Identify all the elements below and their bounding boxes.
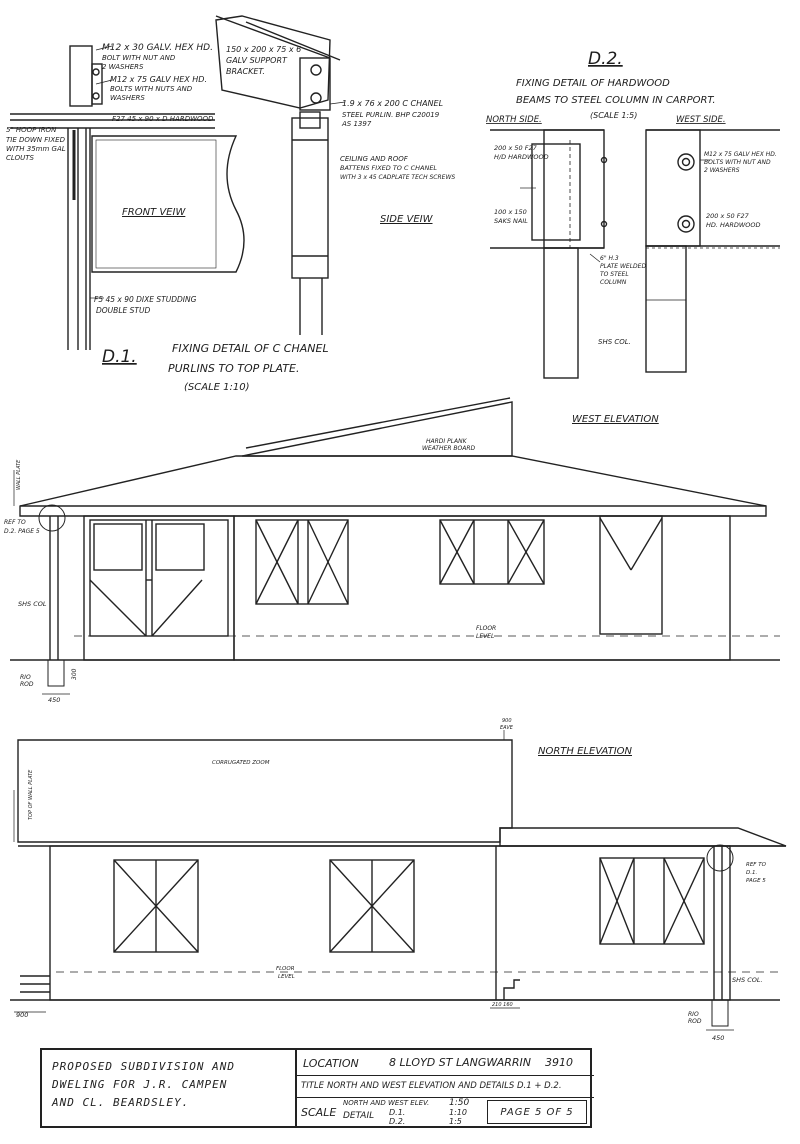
d2-note: PLATE WELDED [600, 263, 647, 270]
west-note: REF TO [4, 519, 26, 526]
detail-d1 [6, 16, 455, 393]
title-block-location-row [297, 1050, 594, 1076]
d2-note: M12 x 75 GALV HEX HD. [704, 151, 777, 158]
scale-d2-value: 1:5 [449, 1117, 462, 1126]
d1-note: F5 45 x 90 DIXE STUDDING [94, 295, 197, 304]
north-note: PAGE 5 [746, 878, 766, 884]
scale-d2: D.2. [389, 1117, 406, 1126]
d1-title: PURLINS TO TOP PLATE. [168, 362, 300, 375]
north-ref-circle [707, 845, 733, 871]
d1-scale: (SCALE 1:10) [184, 382, 250, 393]
d2-note: 6" H.3 [600, 255, 619, 262]
d1-front-panel [92, 136, 244, 272]
d1-title: FIXING DETAIL OF C CHANEL [172, 342, 329, 355]
west-note: SHS COL [18, 600, 47, 608]
d2-note: 200 x 50 F27 [494, 144, 537, 152]
west-note: ROD [20, 681, 34, 688]
d1-note: 150 x 200 x 75 x 6 [226, 45, 302, 54]
d2-bolt-icon [678, 216, 694, 232]
d2-west-column [646, 246, 686, 372]
d2-note: 200 x 50 F27 [706, 212, 749, 220]
d2-note: TO STEEL [600, 271, 629, 278]
west-note: WEATHER BOARD [422, 445, 476, 452]
d2-scale: (SCALE 1:5) [590, 111, 638, 120]
d1-note: TIE DOWN FIXED [6, 136, 65, 144]
d1-side-view-column [292, 118, 328, 278]
west-elevation [4, 398, 780, 704]
d2-note: 100 x 150 [494, 208, 527, 216]
north-note: EAVE [500, 725, 513, 731]
north-dim: 210 160 [492, 1002, 513, 1008]
north-roof [18, 740, 512, 842]
d2-note: BOLTS WITH NUT AND [704, 159, 771, 166]
d2-title: BEAMS TO STEEL COLUMN IN CARPORT. [516, 95, 716, 106]
d2-north-column [544, 248, 578, 378]
d1-note: CLOUTS [6, 154, 34, 162]
north-note: LEVEL [278, 974, 295, 980]
scale-elev-value: 1:50 [449, 1098, 470, 1108]
west-note: FLOOR [476, 625, 497, 632]
location-postcode: 3910 [545, 1056, 573, 1069]
d1-side-view-label: SIDE VEIW [380, 214, 433, 225]
d1-note: DOUBLE STUD [96, 306, 151, 315]
north-note: SHS COL. [732, 976, 763, 984]
page-number: PAGE 5 OF 5 [487, 1100, 587, 1124]
d2-title: FIXING DETAIL OF HARDWOOD [516, 78, 670, 89]
title-label: TITLE [301, 1081, 324, 1091]
d1-note: 5" HOOP IRON [6, 126, 57, 134]
north-note: REF TO [746, 862, 766, 868]
d2-bolt-icon [678, 154, 694, 170]
d1-note: CEILING AND ROOF [340, 155, 408, 163]
d1-note: BRACKET. [226, 67, 265, 76]
d1-note: GALV SUPPORT [226, 56, 287, 65]
scale-detail-label: DETAIL [343, 1111, 375, 1121]
d1-note: AS 1397 [342, 120, 372, 128]
title-block-project [42, 1050, 297, 1126]
d1-note: BOLTS WITH NUTS AND [110, 85, 193, 93]
west-note: RIO [20, 674, 31, 681]
west-door-frame [84, 516, 234, 660]
d1-bolt-icon [93, 93, 99, 99]
d2-label: D.2. [588, 49, 623, 69]
d1-note: 2 WASHERS [102, 63, 144, 71]
west-note: D.2. PAGE 5 [4, 528, 40, 535]
west-ref-circle [39, 505, 65, 531]
d1-bolt-icon [93, 69, 99, 75]
d1-note: F27 45 x 90 x D HARDWOOD [112, 115, 214, 123]
d1-front-view-label: FRONT VEIW [122, 207, 186, 218]
north-elevation [10, 718, 786, 1042]
d1-note: STEEL PURLIN. BHP C20019 [342, 111, 440, 119]
d2-note: SAKS NAIL [494, 217, 528, 225]
north-note: D.1. [746, 870, 758, 876]
d1-label: D.1. [102, 347, 137, 367]
north-wall [50, 846, 730, 1000]
north-footing [712, 1000, 728, 1026]
west-dim: 300 [71, 668, 78, 680]
scale-label: SCALE [301, 1106, 337, 1119]
d2-north-side-label: NORTH SIDE. [486, 115, 542, 125]
d1-note: WITH 3 x 45 CADPLATE TECH SCREWS [340, 174, 456, 181]
d2-note: H/D HARDWOOD [494, 153, 549, 161]
d1-top-plate-block [70, 46, 92, 106]
project-line: AND CL. BEARDSLEY. [52, 1096, 190, 1109]
west-window [440, 520, 544, 584]
north-note: CORRUGATED ZOOM [212, 760, 270, 766]
d1-note: M12 x 30 GALV. HEX HD. [102, 43, 213, 53]
west-dim: WALL PLATE [16, 459, 22, 490]
d2-note: SHS COL. [598, 338, 631, 346]
north-dim: TOP OF WALL PLATE [28, 769, 34, 820]
title-block-scale-row [297, 1098, 594, 1128]
d1-note: M12 x 75 GALV HEX HD. [110, 75, 207, 84]
d1-note: BOLT WITH NUT AND [102, 54, 176, 62]
d2-note: COLUMN [600, 279, 627, 286]
d1-note: WASHERS [110, 94, 145, 102]
title-block [40, 1048, 592, 1128]
d1-bolt-icon [311, 93, 321, 103]
north-carport-roof [500, 828, 786, 846]
project-line: DWELING FOR J.R. CAMPEN [52, 1078, 228, 1091]
d1-note: BATTENS FIXED TO C CHANEL [340, 164, 438, 172]
north-note: ROD [688, 1018, 702, 1025]
north-note: 900 [502, 718, 512, 724]
west-note: HARDI PLANK [426, 438, 467, 445]
d1-note: 1.9 x 76 x 200 C CHANEL [342, 99, 444, 108]
location-value: 8 LLOYD ST LANGWARRIN [389, 1056, 531, 1069]
west-window [256, 520, 348, 604]
title-value: NORTH AND WEST ELEVATION AND DETAILS D.1 + D.2. [327, 1081, 562, 1091]
detail-d2 [486, 49, 780, 378]
north-dim: 900 [16, 1011, 29, 1019]
west-footing [48, 660, 64, 686]
d2-note: 2 WASHERS [704, 167, 740, 174]
scale-elev-label: NORTH AND WEST ELEV. [343, 1099, 430, 1107]
d2-west-side-label: WEST SIDE. [676, 115, 726, 125]
d1-note: WITH 35mm GAL [6, 145, 66, 153]
scale-d1-value: 1:10 [449, 1108, 467, 1117]
d1-bolt-icon [311, 65, 321, 75]
west-dim: 450 [48, 696, 61, 704]
west-note: LEVEL [476, 633, 495, 640]
north-dim: 450 [712, 1034, 725, 1042]
west-elevation-title: WEST ELEVATION [572, 414, 659, 425]
scale-d1: D.1. [389, 1108, 406, 1117]
north-note: FLOOR [276, 966, 295, 972]
north-note: RIO [688, 1011, 699, 1018]
project-line: PROPOSED SUBDIVISION AND [52, 1060, 235, 1073]
west-main-roof [20, 456, 766, 516]
title-block-title-row [297, 1076, 594, 1098]
d2-north-beam [544, 130, 604, 248]
north-elevation-title: NORTH ELEVATION [538, 746, 632, 757]
north-window [600, 858, 704, 944]
d2-note: HD. HARDWOOD [706, 221, 761, 229]
location-label: LOCATION [303, 1057, 359, 1070]
